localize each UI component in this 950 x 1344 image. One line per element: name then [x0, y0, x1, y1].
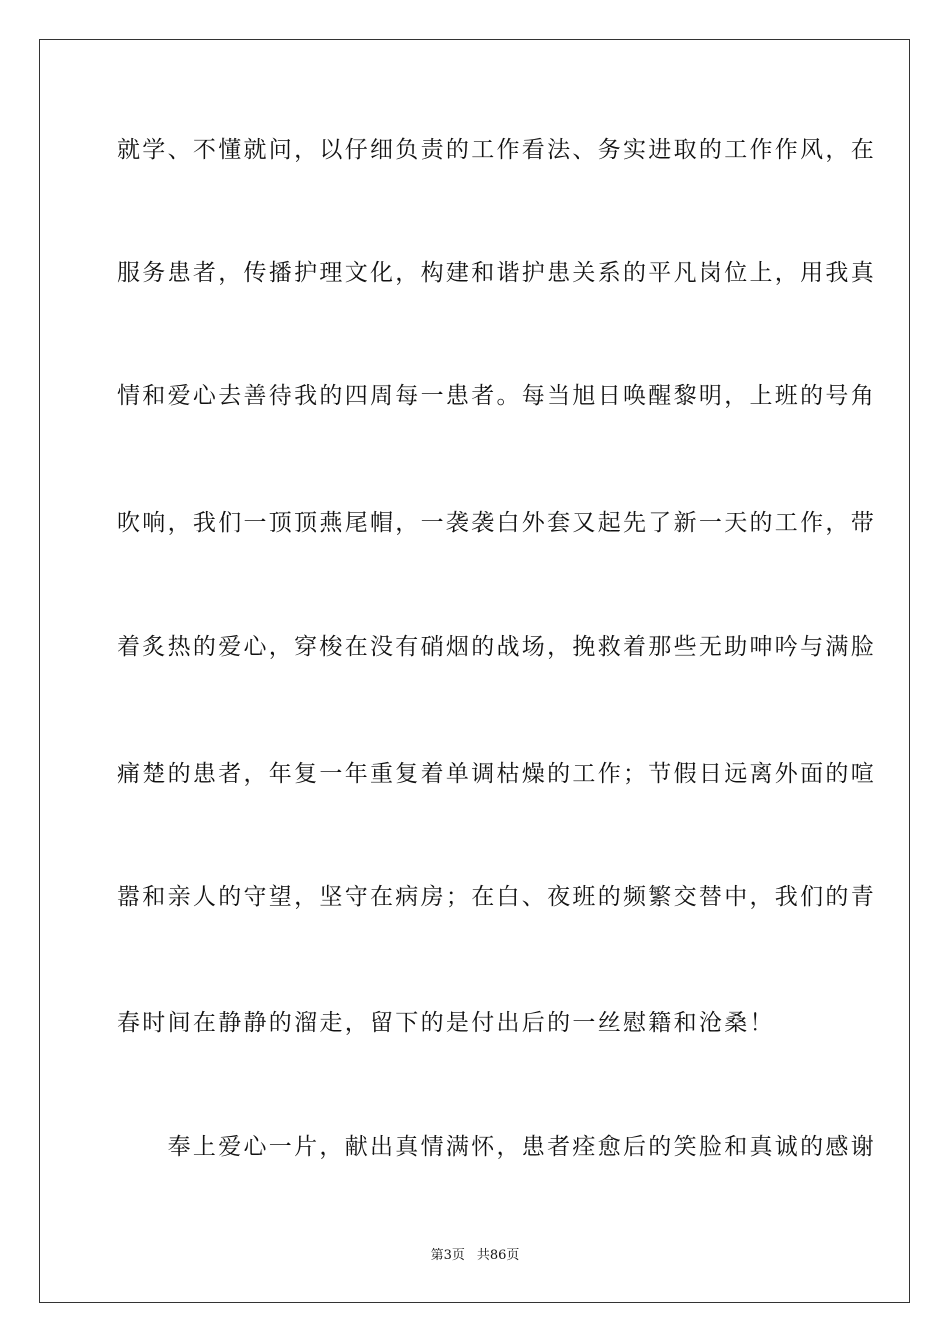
- total-pages: 共86页: [476, 1248, 520, 1263]
- paragraph-line: 情和爱心去善待我的四周每一患者。每当旭日唤醒黎明，上班的号角: [117, 383, 876, 409]
- page-border: [39, 39, 910, 1303]
- paragraph-line: 服务患者，传播护理文化，构建和谐护患关系的平凡岗位上，用我真: [117, 260, 876, 286]
- paragraph-line: 着炙热的爱心，穿梭在没有硝烟的战场，挽救着那些无助呻吟与满脸: [117, 634, 876, 660]
- paragraph-line: 吹响，我们一顶顶燕尾帽，一袭袭白外套又起先了新一天的工作，带: [117, 510, 876, 536]
- page-number: 第3页: [430, 1248, 465, 1263]
- page-footer: [0, 1248, 950, 1264]
- paragraph-line: 嚣和亲人的守望，坚守在病房；在白、夜班的频繁交替中，我们的青: [117, 884, 876, 910]
- paragraph-line: 春时间在静静的溜走，留下的是付出后的一丝慰籍和沧桑！: [117, 1010, 775, 1036]
- paragraph-line: 就学、不懂就问，以仔细负责的工作看法、务实进取的工作作风，在: [117, 137, 876, 163]
- paragraph-line: 痛楚的患者，年复一年重复着单调枯燥的工作；节假日远离外面的喧: [117, 761, 876, 787]
- paragraph-line: 奉上爱心一片，献出真情满怀，患者痊愈后的笑脸和真诚的感谢: [117, 1134, 876, 1160]
